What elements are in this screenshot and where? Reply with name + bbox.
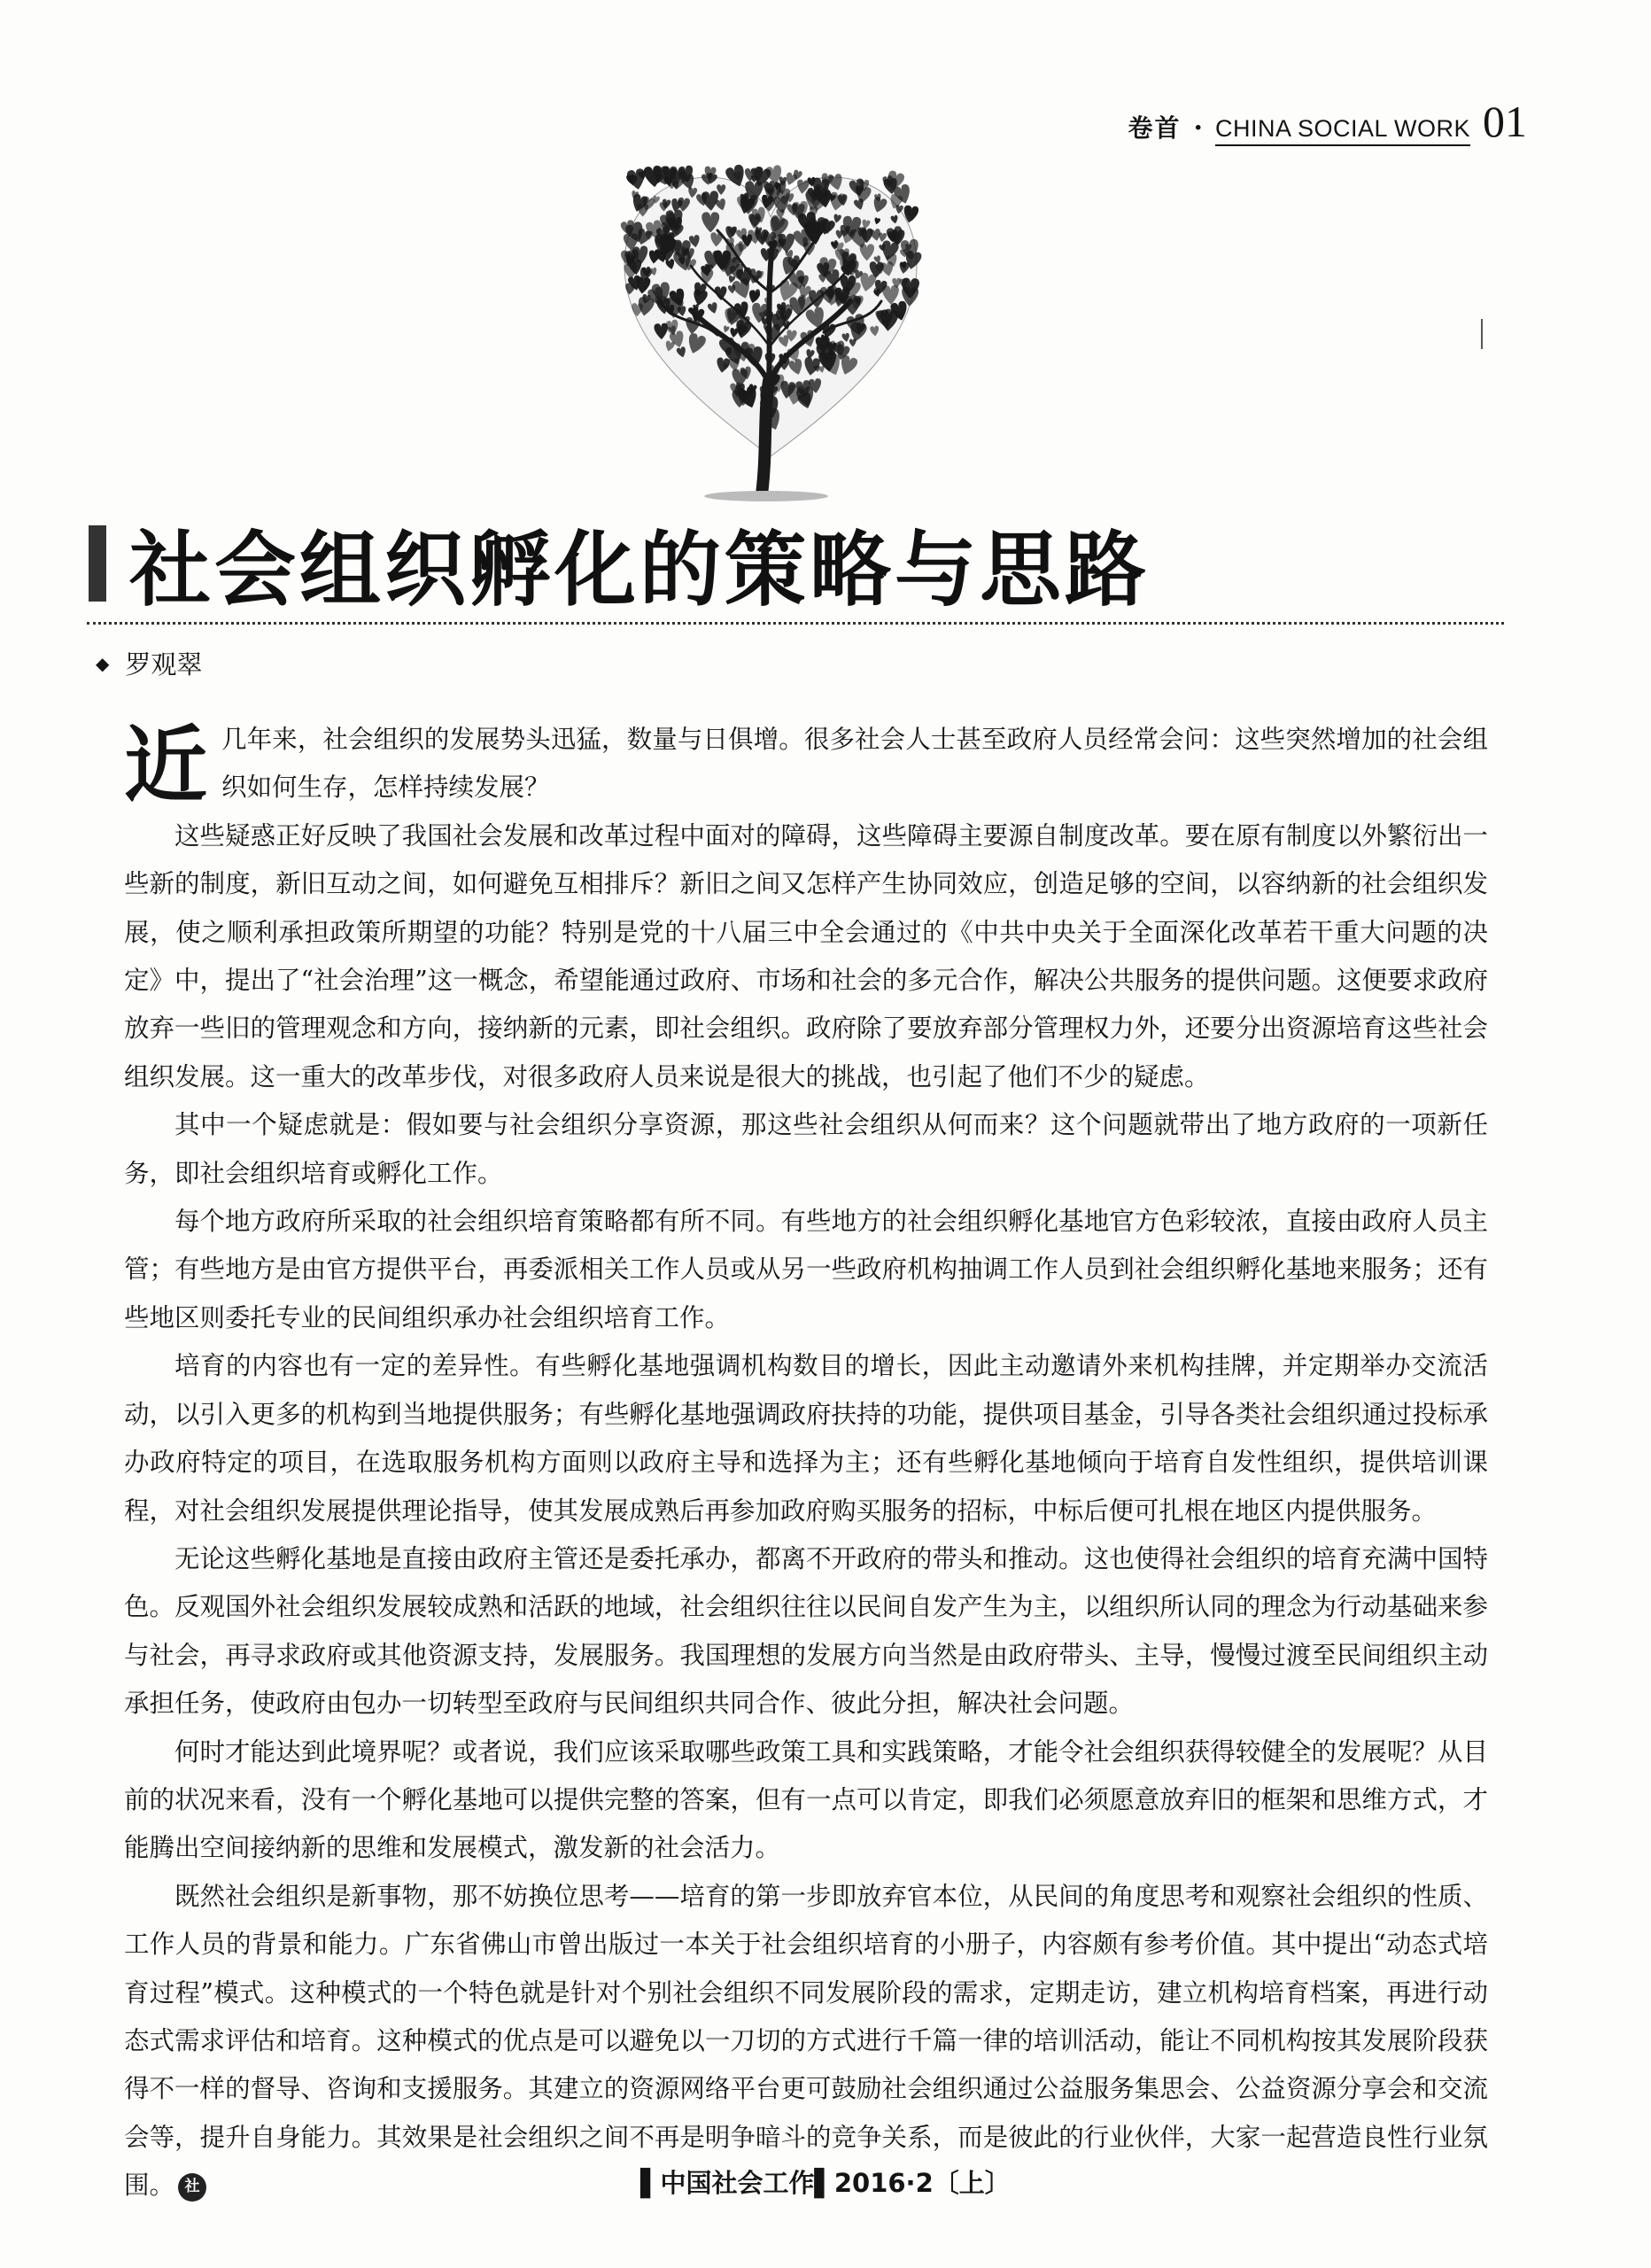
author-name: 罗观翠 <box>125 649 203 680</box>
title-block <box>89 505 1150 622</box>
paragraph: 这些疑惑正好反映了我国社会发展和改革过程中面对的障碍，这些障碍主要源自制度改革。要在原有制度以外繁衍出一些新的制度，新旧互动之间，如何避免互相排斥？新旧之间又怎样产生协同效应，创造足够的空间，以容纳新的社会组织发展，使之顺利承担政策所期望的功能？特别是党的十八届三中全会通过的《中共中央关于全面深化改革若干重大问题的决定》中，提出了“社会治理”这一概念，希望能通过政府、市场和社会的多元合作，解决公共服务的提供问题。这便要求政府放弃一些旧的管理观念和方向，接纳新的元素，即社会组织。政府除了要放弃部分管理权力外，还要分出资源培育这些社会组织发展。这一重大的改革步伐，对很多政府人员来说是很大的挑战，也引起了他们不少的疑虑。 <box>124 820 1488 1091</box>
paragraph-last <box>124 1873 1488 2210</box>
lead-text: 几年来，社会组织的发展势头迅猛，数量与日俱增。很多社会人士甚至政府人员经常会问：这些突然增加的社会组织如何生存，怎样持续发展？ <box>221 725 1488 803</box>
header-separator: · <box>1193 113 1203 144</box>
paragraph: 何时才能达到此境界呢？或者说，我们应该采取哪些政策工具和实践策略，才能令社会组织获得较健全的发展呢？从目前的状况来看，没有一个孵化基地可以提供完整的答案，但有一点可以肯定，即我们必须愿意放弃旧的框架和思维方式，才能腾出空间接纳新的思维和发展模式，激发新的社会活力。 <box>124 1736 1488 1863</box>
bullet-icon: ◆ <box>96 652 110 674</box>
end-mark-icon: 社 <box>178 2173 206 2202</box>
heart-tree-icon <box>611 159 930 505</box>
page-number: 01 <box>1483 97 1527 146</box>
page-footer: ▌中国社会工作▌2016·2〔上〕 <box>640 2168 1011 2198</box>
byline <box>96 645 202 681</box>
title-bar-mark <box>89 525 106 602</box>
paragraph-text: 既然社会组织是新事物，那不妨换位思考——培育的第一步即放弃官本位，从民间的角度思考和观察社会组织的性质、工作人员的背景和能力。广东省佛山市曾出版过一本关于社会组织培育的小册子，内容颇有参考价值。其中提出“动态式培育过程”模式。这种模式的一个特色就是针对个别社会组织不同发展阶段的需求，定期走访，建立机构培育档案，再进行动态式需求评估和培育。这种模式的优点是可以避免以一刀切的方式进行千篇一律的培训活动，能让不同机构按其发展阶段获得不一样的督导、咨询和支援服务。其建立的资源网络平台更可鼓励社会组织通过公益服务集思会、公益资源分享会和交流会等，提升自身能力。其效果是社会组织之间不再是明争暗斗的竞争关系，而是彼此的行业伙伴，大家一起营造良性行业氛围。 <box>124 1881 1488 2201</box>
paragraph: 无论这些孵化基地是直接由政府主管还是委托承办，都离不开政府的带头和推动。这也使得社会组织的培育充满中国特色。反观国外社会组织发展较成熟和活跃的地域，社会组织往往以民间自发产生为主，以组织所认同的理念为行动基础来参与社会，再寻求政府或其他资源支持，发展服务。我国理想的发展方向当然是由政府带头、主导，慢慢过渡至民间组织主动承担任务，使政府由包办一切转型至政府与民间组织共同合作、彼此分担，解决社会问题。 <box>124 1543 1488 1719</box>
article-body <box>124 716 1488 2210</box>
article-title: 社会组织孵化的策略与思路 <box>129 523 1151 617</box>
magazine-name: CHINA SOCIAL WORK <box>1215 115 1470 146</box>
margin-mark <box>1481 319 1483 349</box>
paragraph: 其中一个疑虑就是：假如要与社会组织分享资源，那这些社会组织从何而来？这个问题就带出了地方政府的一项新任务，即社会组织培育或孵化工作。 <box>124 1110 1488 1188</box>
paragraph: 每个地方政府所采取的社会组织培育策略都有所不同。有些地方的社会组织孵化基地官方色彩较浓，直接由政府人员主管；有些地方是由官方提供平台，再委派相关工作人员或从另一些政府机构抽调工作人员到社会组织孵化基地来服务；还有些地区则委托专业的民间组织承办社会组织培育工作。 <box>124 1207 1488 1332</box>
paragraph: 培育的内容也有一定的差异性。有些孵化基地强调机构数目的增长，因此主动邀请外来机构挂牌，并定期举办交流活动，以引入更多的机构到当地提供服务；有些孵化基地强调政府扶持的功能，提供项目基金，引导各类社会组织通过投标承办政府特定的项目，在选取服务机构方面则以政府主导和选择为主；还有些孵化基地倾向于培育自发性组织，提供培训课程，对社会组织发展提供理论指导，使其发展成熟后再参加政府购买服务的招标，中标后便可扎根在地区内提供服务。 <box>124 1351 1488 1526</box>
title-divider <box>87 622 1504 625</box>
drop-cap: 近 <box>124 718 208 814</box>
page-header <box>1128 99 1527 146</box>
section-label: 卷首 <box>1128 113 1182 143</box>
lead-paragraph <box>124 716 1488 812</box>
